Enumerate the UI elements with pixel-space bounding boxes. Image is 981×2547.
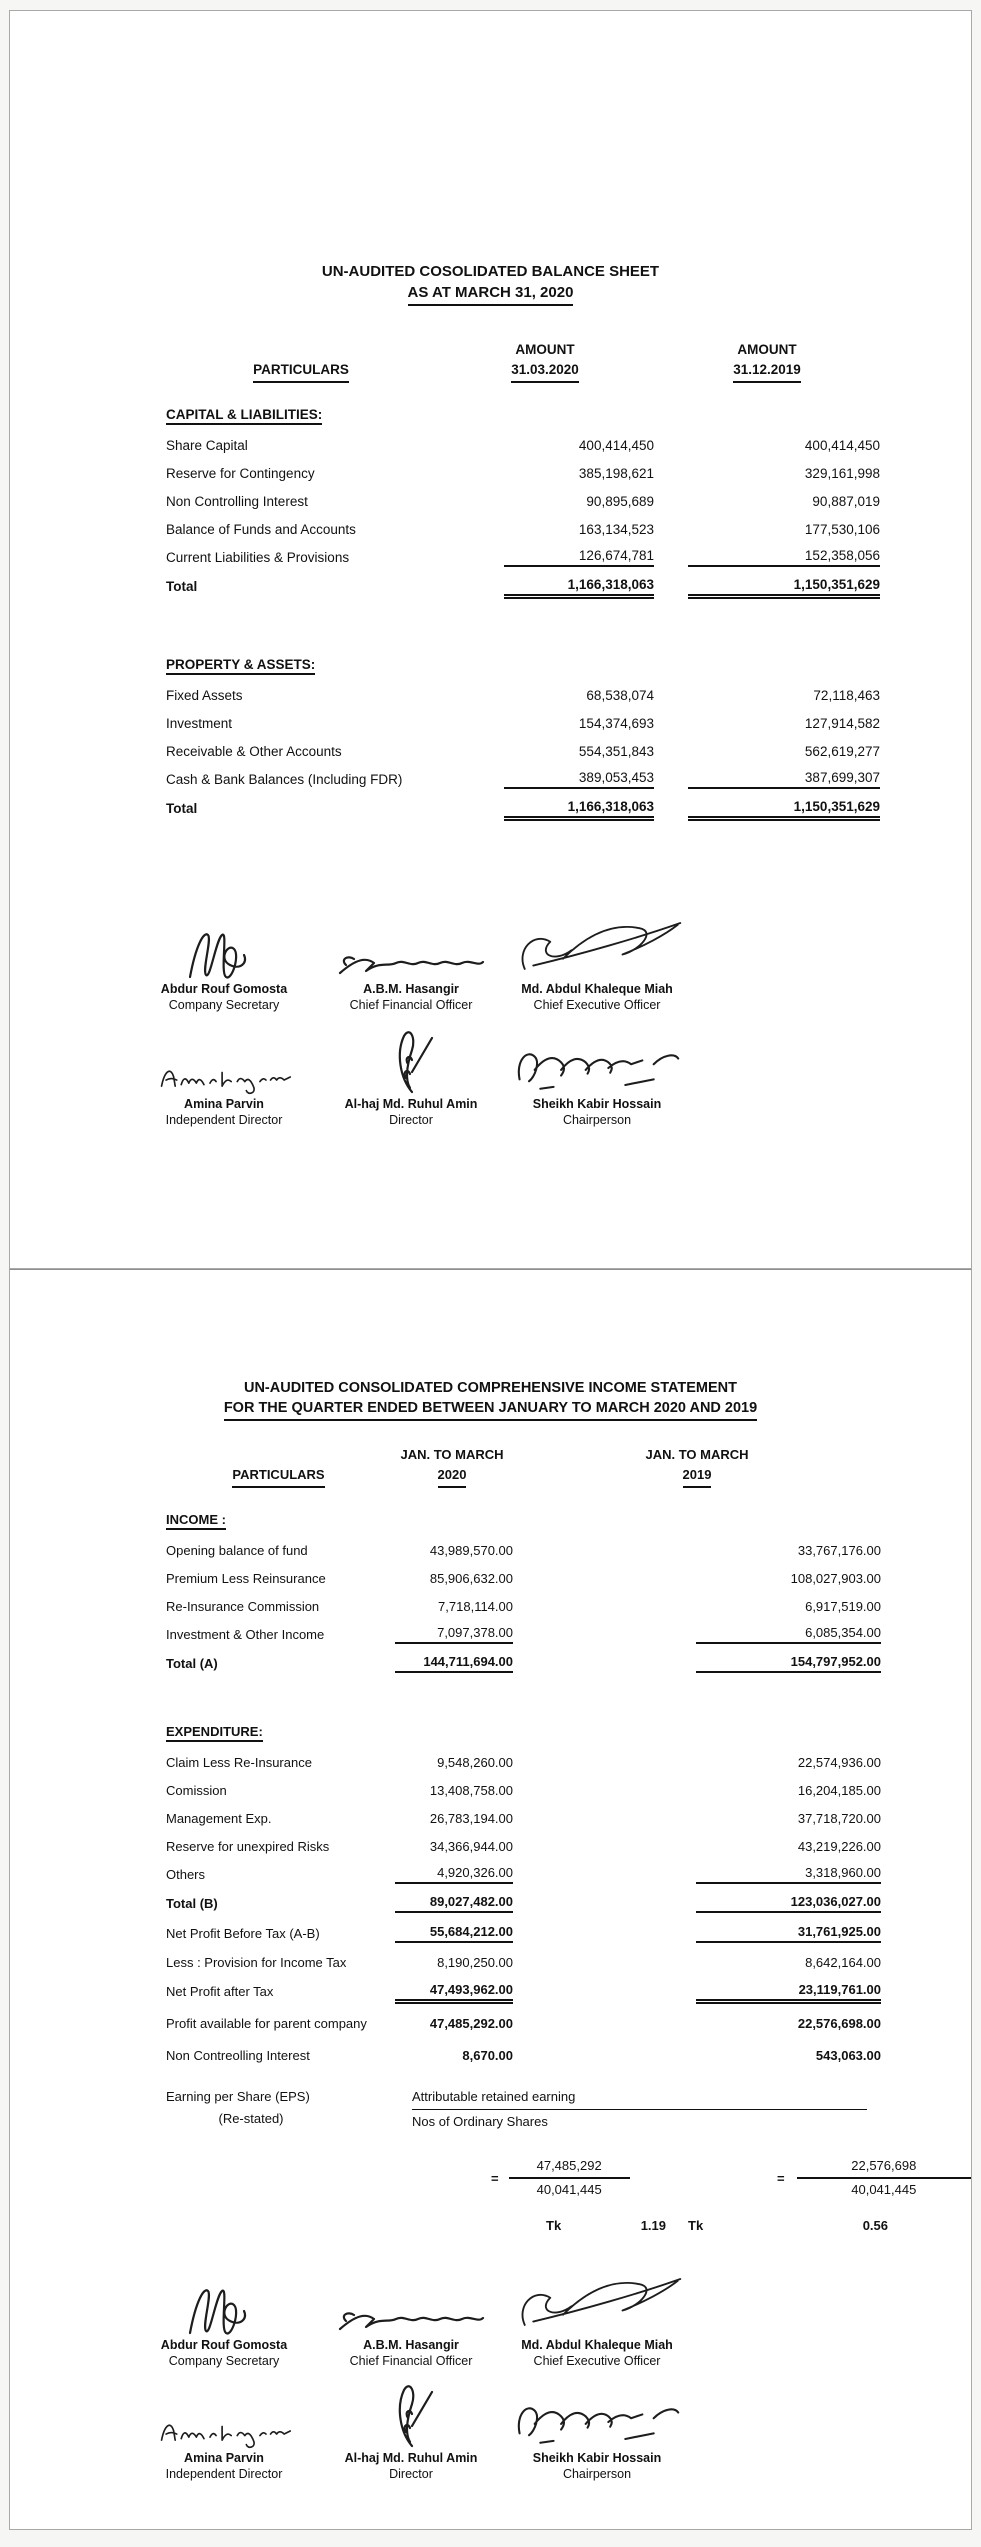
signatory-independent-director	[154, 2392, 294, 2483]
signatory-name: A.B.M. Hasangir	[363, 2338, 459, 2352]
earning-per-share-block	[166, 2086, 971, 2233]
currency-label: Tk	[546, 2218, 562, 2233]
property-assets-heading: PROPERTY & ASSETS:	[166, 657, 315, 675]
eps-formula-denominator: Nos of Ordinary Shares	[412, 2114, 548, 2129]
signature-row-1	[10, 2279, 971, 2370]
signatory-name: Abdur Rouf Gomosta	[160, 982, 288, 996]
abdul-khaleque-miah-signature-image	[512, 911, 682, 981]
signatory-name: Amina Parvin	[184, 2451, 264, 2465]
capital-total-row: Total 1,166,318,063 1,150,351,629	[166, 576, 880, 594]
eps-restated-label: (Re-stated)	[218, 2111, 284, 2126]
capital-liabilities-heading: CAPITAL & LIABILITIES:	[166, 407, 322, 425]
signatory-ceo	[512, 2279, 682, 2370]
date-2020-header: 31.03.2020	[511, 360, 579, 383]
signatory-director	[336, 2392, 486, 2483]
eps-2020-fraction	[509, 2156, 630, 2200]
ruhul-amin-signature-image	[382, 2382, 440, 2450]
balance-sheet-title-line1: UN-AUDITED COSOLIDATED BALANCE SHEET	[321, 263, 660, 280]
signatory-name: Sheikh Kabir Hossain	[532, 2451, 662, 2465]
signatory-name: A.B.M. Hasangir	[363, 982, 459, 996]
abm-hasangir-signature-image	[336, 2307, 486, 2337]
table-row: Receivable & Other Accounts 554,351,843 562,619,277	[166, 743, 880, 759]
non-controlling-interest-row: Non Contreolling Interest 8,670.00 543,063.00	[166, 2047, 881, 2063]
amina-parvin-signature-image	[154, 1052, 294, 1096]
signatory-title: Independent Director	[165, 2467, 283, 2481]
profit-parent-company-row: Profit available for parent company 47,485,292.00 22,576,698.00	[166, 2015, 881, 2031]
income-statement-title-line2: FOR THE QUARTER ENDED BETWEEN JANUARY TO MARCH 2020 AND 2019	[224, 1398, 757, 1421]
date-2019-header: 31.12.2019	[733, 360, 801, 383]
provision-income-tax-row: Less : Provision for Income Tax 8,190,250.00 8,642,164.00	[166, 1954, 881, 1970]
eps-2020-numerator: 47,485,292	[509, 2156, 630, 2179]
table-row: Premium Less Reinsurance 85,906,632.00 108,027,903.00	[166, 1570, 881, 1586]
ruhul-amin-signature-image	[382, 1028, 440, 1096]
table-row: Share Capital 400,414,450 400,414,450	[166, 437, 880, 453]
table-row: Claim Less Re-Insurance 9,548,260.00 22,574,936.00	[166, 1754, 881, 1770]
section-heading-row	[166, 1496, 881, 1536]
signatory-cfo	[336, 2279, 486, 2370]
eps-value-2019: 0.56	[862, 2218, 888, 2233]
abdur-rouf-gomosta-signature-image	[182, 2281, 267, 2337]
balance-sheet-title	[10, 11, 971, 306]
net-profit-after-tax-row: Net Profit after Tax 47,493,962.00 23,119,761.00	[166, 1981, 881, 1999]
amount-2020-header: AMOUNT	[515, 342, 575, 357]
signature-row-2	[10, 1038, 971, 1129]
table-row: Investment & Other Income 7,097,378.00 6,085,354.00	[166, 1624, 881, 1642]
balance-sheet-title-line2: AS AT MARCH 31, 2020	[408, 282, 574, 306]
amount-2019-header: AMOUNT	[737, 342, 797, 357]
signatory-cfo	[336, 923, 486, 1014]
table-row: Comission 13,408,758.00 16,204,185.00	[166, 1782, 881, 1798]
signatory-name: Sheikh Kabir Hossain	[532, 1097, 662, 1111]
signatory-title: Chief Executive Officer	[533, 998, 661, 1012]
signature-row-1	[10, 923, 971, 1014]
eps-2019-fraction	[797, 2156, 971, 2200]
abdur-rouf-gomosta-signature-image	[182, 925, 267, 981]
eps-formula-fraction	[412, 2086, 867, 2134]
table-row: Balance of Funds and Accounts 163,134,523 177,530,106	[166, 521, 880, 537]
section-heading-row	[166, 1708, 881, 1748]
eps-calculation-row	[491, 2156, 971, 2200]
table-header-row	[166, 340, 880, 391]
signatory-name: Md. Abdul Khaleque Miah	[521, 982, 673, 996]
signature-row-2	[10, 2392, 971, 2483]
expenditure-heading: EXPENDITURE:	[166, 1724, 263, 1742]
income-total-row: Total (A) 144,711,694.00 154,797,952.00	[166, 1653, 881, 1671]
year-2020-header: 2020	[438, 1465, 467, 1488]
income-statement-title-line1: UN-AUDITED CONSOLIDATED COMPREHENSIVE INCOME STATEMENT	[243, 1380, 737, 1396]
signatory-ceo	[512, 923, 682, 1014]
abdul-khaleque-miah-signature-image	[512, 2267, 682, 2337]
eps-formula-numerator: Attributable retained earning	[412, 2086, 867, 2110]
eps-2019-numerator: 22,576,698	[797, 2156, 971, 2179]
scanned-financial-report	[0, 10, 981, 2547]
period-2019-header: JAN. TO MARCH	[645, 1447, 749, 1462]
eps-2020-denominator: 40,041,445	[536, 2182, 602, 2197]
signatory-name: Md. Abdul Khaleque Miah	[521, 2338, 673, 2352]
table-row: Non Controlling Interest 90,895,689 90,887,019	[166, 493, 880, 509]
eps-label: Earning per Share (EPS)	[166, 2089, 310, 2104]
table-row: Management Exp. 26,783,194.00 37,718,720.00	[166, 1810, 881, 1826]
signatory-chairperson	[512, 1038, 682, 1129]
signatory-title: Chairperson	[562, 1113, 632, 1127]
section-heading-row	[166, 391, 880, 431]
eps-result-row	[546, 2218, 971, 2233]
balance-sheet-table	[166, 340, 880, 823]
signatory-title: Company Secretary	[168, 2354, 280, 2368]
signatory-chairperson	[512, 2392, 682, 2483]
abm-hasangir-signature-image	[336, 951, 486, 981]
signatory-title: Chief Financial Officer	[349, 998, 473, 1012]
table-row: Re-Insurance Commission 7,718,114.00 6,917,519.00	[166, 1598, 881, 1614]
signatory-title: Director	[389, 1113, 433, 1127]
signatory-name: Abdur Rouf Gomosta	[160, 2338, 288, 2352]
equals-sign: =	[491, 2170, 499, 2186]
table-row: Reserve for Contingency 385,198,621 329,161,998	[166, 465, 880, 481]
signatory-title: Chairperson	[562, 2467, 632, 2481]
currency-label: Tk	[688, 2218, 704, 2233]
table-row: Current Liabilities & Provisions 126,674,781 152,358,056	[166, 547, 880, 565]
signatory-title: Chief Executive Officer	[533, 2354, 661, 2368]
table-row: Reserve for unexpired Risks 34,366,944.00 43,219,226.00	[166, 1838, 881, 1854]
income-statement-page	[9, 1269, 972, 2530]
table-row: Others 4,920,326.00 3,318,960.00	[166, 1864, 881, 1882]
table-row: Opening balance of fund 43,989,570.00 33,767,176.00	[166, 1542, 881, 1558]
table-row: Cash & Bank Balances (Including FDR) 389,053,453 387,699,307	[166, 769, 880, 787]
amina-parvin-signature-image	[154, 2406, 294, 2450]
signatory-company-secretary	[154, 2279, 294, 2370]
period-2020-header: JAN. TO MARCH	[400, 1447, 504, 1462]
signatory-name: Al-haj Md. Ruhul Amin	[344, 1097, 478, 1111]
year-2019-header: 2019	[683, 1465, 712, 1488]
sheikh-kabir-hossain-signature-image	[512, 1040, 682, 1096]
table-row: Fixed Assets 68,538,074 72,118,463	[166, 687, 880, 703]
net-profit-before-tax-row: Net Profit Before Tax (A-B) 55,684,212.00 31,761,925.00	[166, 1923, 881, 1941]
signatory-company-secretary	[154, 923, 294, 1014]
signatory-title: Independent Director	[165, 1113, 283, 1127]
particulars-header: PARTICULARS	[253, 360, 349, 383]
eps-value-2020: 1.19	[640, 2218, 666, 2233]
table-row: Investment 154,374,693 127,914,582	[166, 715, 880, 731]
table-header-row	[166, 1445, 881, 1496]
signatory-title: Chief Financial Officer	[349, 2354, 473, 2368]
section-heading-row	[166, 641, 880, 681]
sheikh-kabir-hossain-signature-image	[512, 2394, 682, 2450]
signatory-title: Company Secretary	[168, 998, 280, 1012]
signatory-director	[336, 1038, 486, 1129]
signatory-title: Director	[389, 2467, 433, 2481]
equals-sign: =	[777, 2170, 785, 2186]
income-statement-title	[10, 1270, 971, 1421]
eps-2019-denominator: 40,041,445	[851, 2182, 917, 2197]
signatory-name: Amina Parvin	[184, 1097, 264, 1111]
signatory-independent-director	[154, 1038, 294, 1129]
assets-total-row: Total 1,166,318,063 1,150,351,629	[166, 798, 880, 816]
expenditure-total-row: Total (B) 89,027,482.00 123,036,027.00	[166, 1893, 881, 1911]
particulars-header: PARTICULARS	[232, 1465, 324, 1488]
balance-sheet-page	[9, 10, 972, 1269]
income-statement-table	[166, 1445, 881, 2070]
signatory-name: Al-haj Md. Ruhul Amin	[344, 2451, 478, 2465]
income-heading: INCOME :	[166, 1512, 226, 1530]
